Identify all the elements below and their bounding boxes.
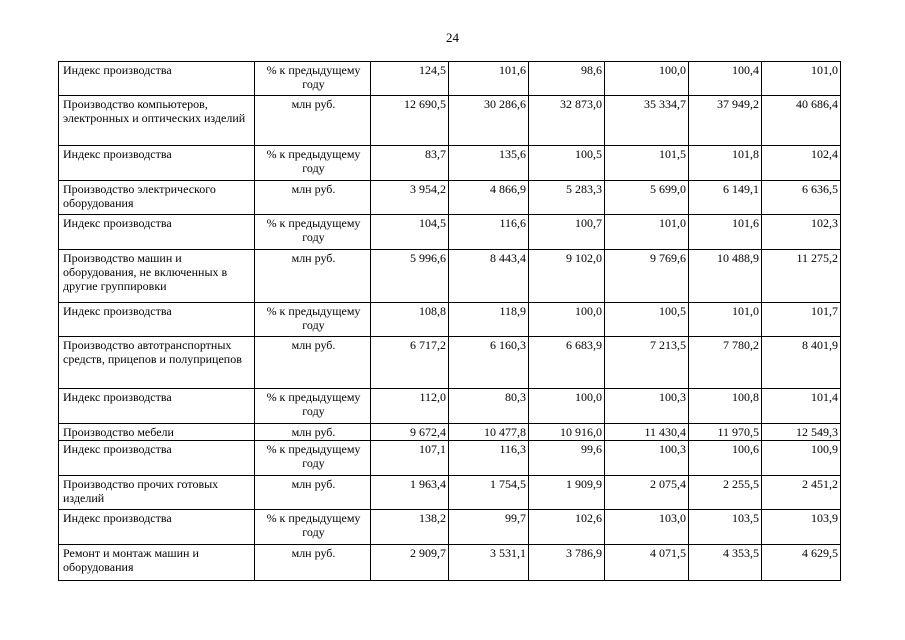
row-value: 2 075,4 [605,476,689,510]
row-indicator-name: Индекс производства [59,303,255,337]
row-value: 83,7 [371,146,449,181]
row-value: 9 672,4 [371,424,449,441]
row-value: 1 909,9 [529,476,605,510]
row-value: 124,5 [371,62,449,96]
row-value: 40 686,4 [762,96,841,146]
row-value: 9 769,6 [605,250,689,303]
row-indicator-name: Производство прочих готовых изделий [59,476,255,510]
row-value: 2 255,5 [689,476,762,510]
row-value: 101,7 [762,303,841,337]
row-value: 100,7 [529,215,605,250]
row-value: 100,8 [689,389,762,424]
row-value: 8 443,4 [449,250,529,303]
row-value: 5 699,0 [605,181,689,215]
row-value: 108,8 [371,303,449,337]
row-value: 6 683,9 [529,337,605,389]
row-value: 4 353,5 [689,545,762,581]
row-value: 32 873,0 [529,96,605,146]
table-row [59,424,841,441]
row-indicator-name: Производство электрического оборудования [59,181,255,215]
row-value: 101,5 [605,146,689,181]
row-indicator-name: Индекс производства [59,510,255,545]
row-value: 3 786,9 [529,545,605,581]
page-number: 24 [446,30,459,45]
row-value: 101,8 [689,146,762,181]
row-indicator-name: Индекс производства [59,215,255,250]
row-value: 101,4 [762,389,841,424]
row-indicator-name: Производство автотранспортных средств, прицепов и полуприцепов [59,337,255,389]
table-row [59,303,841,337]
row-value: 107,1 [371,441,449,476]
row-value: 100,3 [605,441,689,476]
row-indicator-name: Индекс производства [59,146,255,181]
row-value: 1 754,5 [449,476,529,510]
row-value: 4 866,9 [449,181,529,215]
row-value: 11 430,4 [605,424,689,441]
row-value: 104,5 [371,215,449,250]
row-value: 118,9 [449,303,529,337]
row-value: 6 149,1 [689,181,762,215]
row-unit: % к предыдущему году [255,510,371,545]
row-value: 100,9 [762,441,841,476]
row-value: 112,0 [371,389,449,424]
row-unit: млн руб. [255,181,371,215]
row-unit: млн руб. [255,337,371,389]
row-value: 100,6 [689,441,762,476]
row-value: 12 549,3 [762,424,841,441]
row-value: 102,4 [762,146,841,181]
row-value: 10 916,0 [529,424,605,441]
row-value: 99,7 [449,510,529,545]
row-value: 1 963,4 [371,476,449,510]
row-value: 11 970,5 [689,424,762,441]
row-value: 3 954,2 [371,181,449,215]
row-value: 101,6 [449,62,529,96]
row-unit: млн руб. [255,250,371,303]
row-indicator-name: Индекс производства [59,441,255,476]
row-value: 103,9 [762,510,841,545]
row-value: 12 690,5 [371,96,449,146]
row-value: 35 334,7 [605,96,689,146]
row-value: 103,5 [689,510,762,545]
row-value: 30 286,6 [449,96,529,146]
row-value: 4 629,5 [762,545,841,581]
row-value: 6 717,2 [371,337,449,389]
row-value: 10 488,9 [689,250,762,303]
row-value: 99,6 [529,441,605,476]
row-value: 100,3 [605,389,689,424]
row-value: 5 283,3 [529,181,605,215]
row-value: 138,2 [371,510,449,545]
table-row [59,545,841,581]
row-value: 103,0 [605,510,689,545]
row-value: 116,3 [449,441,529,476]
row-value: 98,6 [529,62,605,96]
table-row [59,62,841,96]
row-value: 101,0 [605,215,689,250]
row-unit: млн руб. [255,545,371,581]
table-row [59,476,841,510]
row-value: 6 160,3 [449,337,529,389]
row-value: 37 949,2 [689,96,762,146]
row-value: 7 780,2 [689,337,762,389]
row-indicator-name: Индекс производства [59,389,255,424]
row-unit: % к предыдущему году [255,146,371,181]
table-row [59,146,841,181]
table-row [59,337,841,389]
table-row [59,441,841,476]
row-unit: % к предыдущему году [255,441,371,476]
row-unit: % к предыдущему году [255,215,371,250]
table-row [59,96,841,146]
row-value: 2 909,7 [371,545,449,581]
row-value: 4 071,5 [605,545,689,581]
table-row [59,215,841,250]
row-value: 101,0 [762,62,841,96]
row-indicator-name: Производство мебели [59,424,255,441]
row-value: 9 102,0 [529,250,605,303]
table-row [59,510,841,545]
row-value: 2 451,2 [762,476,841,510]
row-value: 8 401,9 [762,337,841,389]
row-value: 101,6 [689,215,762,250]
row-value: 80,3 [449,389,529,424]
row-unit: млн руб. [255,476,371,510]
row-value: 5 996,6 [371,250,449,303]
row-value: 100,5 [529,146,605,181]
row-value: 100,0 [529,303,605,337]
data-table [58,61,841,581]
row-value: 135,6 [449,146,529,181]
row-unit: % к предыдущему году [255,303,371,337]
row-unit: млн руб. [255,96,371,146]
row-value: 101,0 [689,303,762,337]
row-value: 10 477,8 [449,424,529,441]
row-unit: млн руб. [255,424,371,441]
row-value: 7 213,5 [605,337,689,389]
row-unit: % к предыдущему году [255,389,371,424]
row-value: 100,4 [689,62,762,96]
table-row [59,250,841,303]
row-indicator-name: Производство компьютеров, электронных и оптических изделий [59,96,255,146]
row-value: 102,6 [529,510,605,545]
row-value: 100,0 [605,62,689,96]
row-unit: % к предыдущему году [255,62,371,96]
row-value: 100,5 [605,303,689,337]
row-value: 116,6 [449,215,529,250]
table-row [59,181,841,215]
row-value: 11 275,2 [762,250,841,303]
row-indicator-name: Ремонт и монтаж машин и оборудования [59,545,255,581]
row-value: 100,0 [529,389,605,424]
row-value: 6 636,5 [762,181,841,215]
row-value: 102,3 [762,215,841,250]
row-indicator-name: Производство машин и оборудования, не включенных в другие группировки [59,250,255,303]
row-indicator-name: Индекс производства [59,62,255,96]
row-value: 3 531,1 [449,545,529,581]
table-row [59,389,841,424]
